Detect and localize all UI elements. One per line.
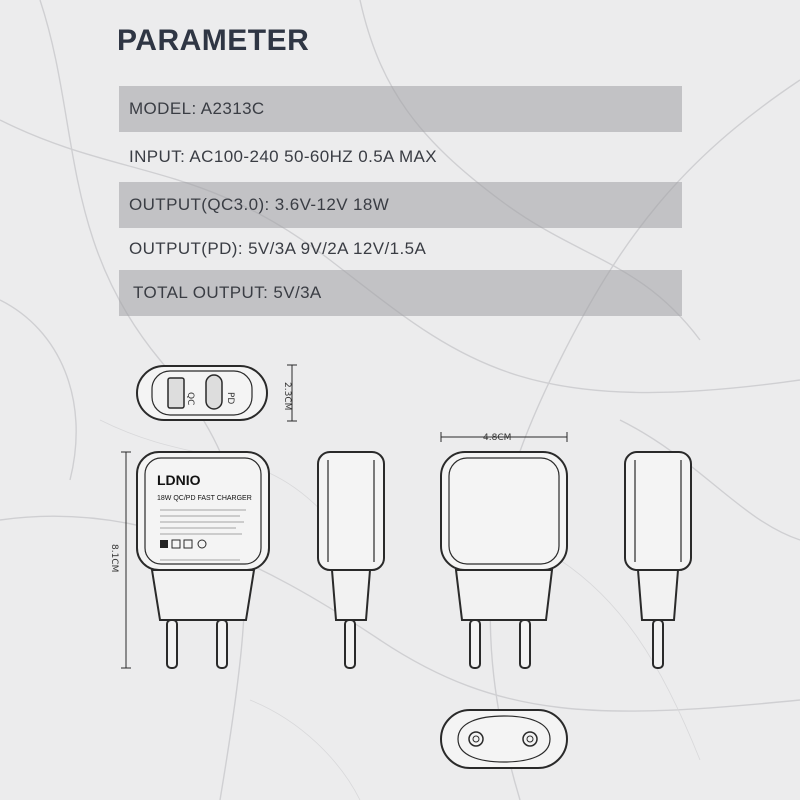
brand-logo-text: LDNIO [157, 472, 201, 488]
charger-top-view [137, 366, 267, 420]
spec-text: OUTPUT(QC3.0): 3.6V-12V 18W [129, 195, 390, 214]
charger-back-view [441, 452, 567, 668]
depth-label: 2.3CM [282, 382, 292, 411]
usb-c-port-icon [206, 375, 222, 409]
spec-text: OUTPUT(PD): 5V/3A 9V/2A 12V/1.5A [129, 239, 427, 258]
charger-bottom-view [441, 710, 567, 768]
height-label: 8.1CM [109, 544, 119, 573]
spec-text: TOTAL OUTPUT: 5V/3A [133, 283, 322, 302]
height-dimension [121, 452, 131, 668]
charger-model-line: 18W QC/PD FAST CHARGER [157, 495, 252, 502]
page-title: PARAMETER [117, 24, 310, 57]
port-label-left: QC [185, 392, 195, 406]
usb-a-port-icon [168, 378, 184, 408]
port-label-right: PD [225, 392, 235, 405]
charger-side-view-right [625, 452, 691, 668]
spec-text: INPUT: AC100-240 50-60HZ 0.5A MAX [129, 147, 438, 166]
width-label: 4.8CM [483, 433, 512, 443]
spec-text: MODEL: A2313C [129, 99, 265, 118]
charger-side-view-left [318, 452, 384, 668]
